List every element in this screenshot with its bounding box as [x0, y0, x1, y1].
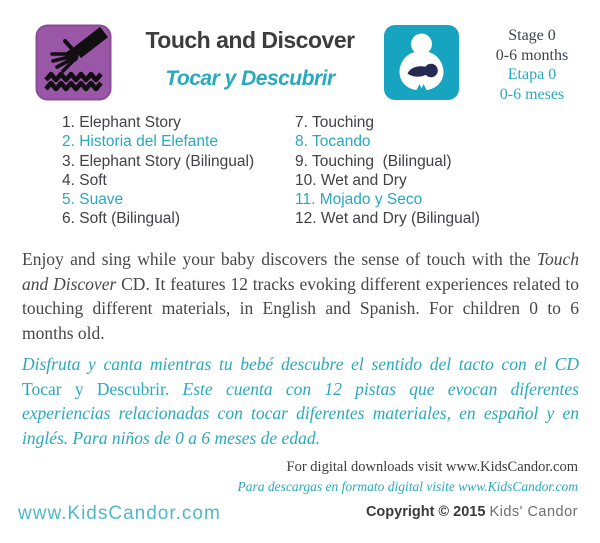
downloads-note [237, 459, 578, 495]
stage-line: Stage 0 [508, 27, 556, 44]
stage-info [468, 26, 596, 104]
text-segment: Touch and Discover [22, 249, 579, 294]
description-spanish [22, 352, 579, 450]
stage-line: Etapa 0 [507, 66, 557, 83]
track-item: 7. Touching [295, 114, 374, 131]
copyright-line [366, 504, 578, 520]
track-item: 6. Soft (Bilingual) [62, 210, 181, 228]
text-segment: Tocar y Descubrir. [22, 378, 170, 399]
text-segment: Enjoy and sing while your baby discovers the sense of touch with the [22, 249, 537, 269]
track-item: 5. Suave [62, 191, 124, 209]
text-segment: CD. It features 12 tracks evoking different experiences related to touching different materials, in English and Spanish. For children 0 to 6 months old. [22, 273, 579, 343]
track-item: 4. Soft [62, 171, 107, 189]
track-item: 3. Elephant Story (Bilingual) [62, 152, 255, 170]
website-link: www.KidsCandor.com [18, 503, 221, 524]
description-english [22, 247, 579, 345]
brand-name: Kids' Candor [489, 504, 578, 520]
copyright-text: Copyright © 2015 [365, 504, 490, 520]
track-item: 10. Wet and Dry [295, 171, 407, 189]
track-item: 8. Tocando [295, 133, 371, 151]
hand-touching-water-icon [35, 24, 112, 101]
downloads-note-spanish: Para descargas en formato digital visite www.KidsCandor.com [237, 479, 578, 494]
track-list-col-1 [62, 113, 294, 229]
track-item: 11. Mojado y Seco [295, 191, 423, 209]
title-block [118, 27, 382, 91]
downloads-note-english: For digital downloads visit www.KidsCandor.com [286, 459, 578, 475]
text-segment: Disfruta y canta mientras tu bebé descubre el sentido del tacto con el CD [22, 354, 579, 374]
page-title-spanish: Tocar y Descubrir [165, 67, 335, 90]
text-segment: Este cuenta con 12 pistas que evocan diferentes experiencias relacionadas con tocar diferentes materiales, en español y en inglés. Para niños de 0 a 6 meses de edad. [22, 378, 579, 448]
track-item: 1. Elephant Story [62, 114, 181, 131]
parent-holding-baby-icon [383, 24, 460, 101]
track-item: 2. Historia del Elefante [62, 133, 218, 151]
stage-line: 0-6 meses [499, 85, 565, 103]
track-item: 12. Wet and Dry (Bilingual) [295, 210, 480, 228]
track-item: 9. Touching (Bilingual) [295, 152, 452, 170]
page-title: Touch and Discover [145, 27, 355, 53]
stage-line: 0-6 months [495, 46, 569, 64]
track-list-col-2 [295, 113, 527, 229]
